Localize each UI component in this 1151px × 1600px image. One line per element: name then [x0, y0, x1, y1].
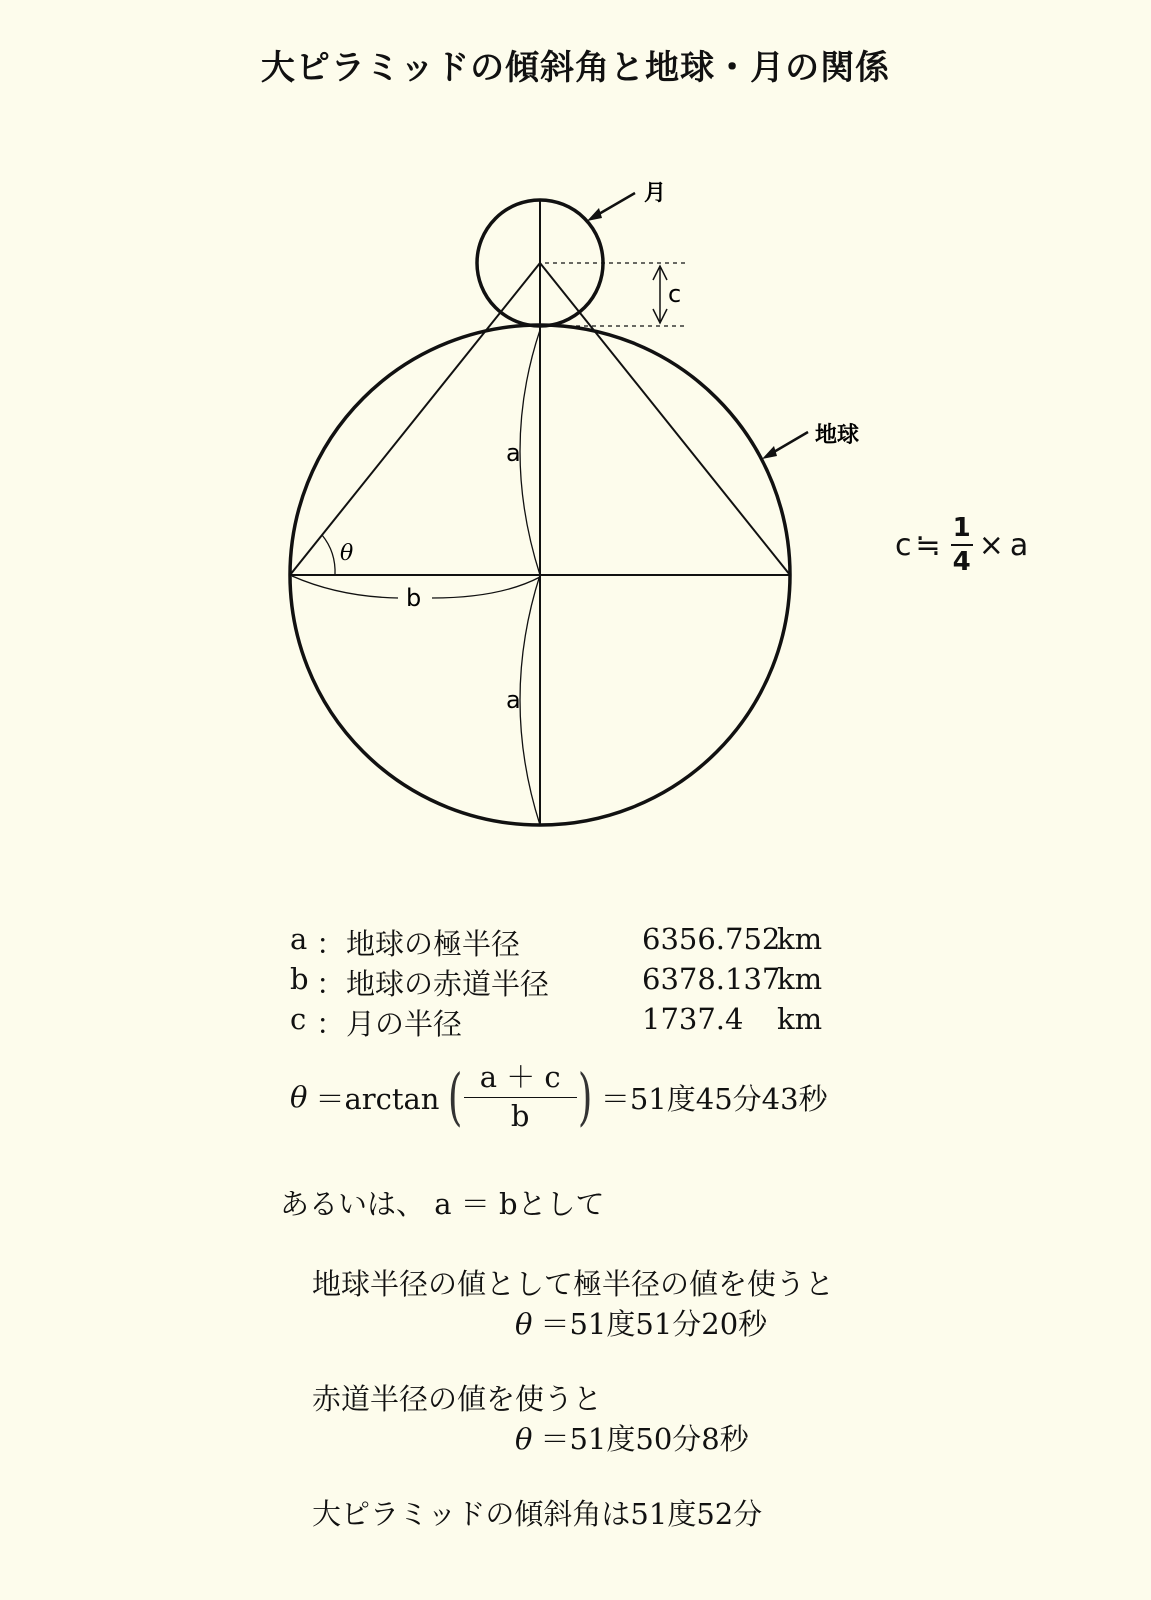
label-c: c: [668, 280, 682, 308]
b-brace-right: [432, 577, 540, 598]
eq-arctan: ＝arctan: [315, 1081, 440, 1116]
eq-denominator: b: [464, 1097, 577, 1133]
eq-theta: θ: [290, 1080, 308, 1115]
eq-result: ＝51度45分43秒: [600, 1081, 828, 1116]
def-sep: ：: [316, 1007, 346, 1041]
b-brace-left: [292, 576, 398, 598]
case2-result: [515, 1417, 749, 1458]
formula-approx: ≒: [915, 527, 941, 563]
def-desc: 月の半径: [346, 1007, 463, 1041]
definition-row: [290, 922, 850, 962]
theta-arc: [322, 535, 335, 575]
conclusion: 大ピラミッドの傾斜角は51度52分: [312, 1497, 763, 1531]
earth-label: 地球: [815, 423, 860, 448]
case2-theta: θ: [515, 1422, 533, 1456]
pyramid-right-side: [540, 263, 790, 575]
page-title: 大ピラミッドの傾斜角と地球・月の関係: [260, 48, 891, 88]
case2-value: ＝51度50分8秒: [540, 1422, 749, 1456]
def-symbol: a: [290, 922, 308, 956]
fraction-denominator: 4: [951, 544, 973, 575]
eq-numerator: a ＋ c: [479, 1060, 561, 1094]
formula-rhs: a: [1009, 527, 1029, 563]
eq-fraction: [472, 1062, 569, 1133]
fraction-numerator: 1: [952, 513, 971, 543]
case1-value: ＝51度51分20秒: [540, 1307, 768, 1341]
def-unit: km: [777, 922, 823, 956]
case2-text: 赤道半径の値を使うと: [312, 1382, 603, 1416]
label-a-upper: a: [506, 439, 521, 467]
case1-theta: θ: [515, 1307, 533, 1341]
label-theta: θ: [340, 541, 354, 566]
main-equation: [290, 1062, 828, 1133]
moon-label: 月: [644, 181, 667, 206]
pyramid-left-side: [290, 263, 540, 575]
def-sep: ：: [316, 927, 346, 961]
label-a-lower: a: [506, 686, 521, 714]
def-desc: 地球の赤道半径: [346, 967, 550, 1001]
label-b: b: [406, 584, 422, 612]
c-approx-formula: [895, 515, 1028, 575]
def-value: 6378.137: [642, 962, 781, 996]
def-symbol: c: [290, 1002, 307, 1036]
a-upper-brace: [520, 330, 540, 575]
definition-row: [290, 962, 850, 1002]
def-value: 6356.752: [642, 922, 781, 956]
def-value: 1737.4: [642, 1002, 744, 1036]
definitions-list: [290, 922, 850, 1042]
case1-text: 地球半径の値として極半径の値を使うと: [312, 1267, 835, 1301]
a-lower-brace: [520, 575, 540, 825]
def-unit: km: [777, 1002, 823, 1036]
case1-result: [515, 1302, 767, 1343]
earth-pointer-head: [762, 446, 777, 459]
moon-pointer-head: [587, 208, 602, 221]
def-desc: 地球の極半径: [346, 927, 521, 961]
formula-fraction: [951, 515, 973, 575]
def-sep: ：: [316, 967, 346, 1001]
alt-intro: あるいは、 a ＝ bとして: [280, 1187, 605, 1221]
right-paren: ): [577, 1060, 593, 1134]
def-symbol: b: [290, 962, 309, 996]
definition-row: [290, 1002, 850, 1042]
formula-times: ×: [978, 527, 1004, 563]
left-paren: (: [448, 1060, 463, 1134]
def-unit: km: [777, 962, 823, 996]
formula-lhs: c: [895, 527, 912, 563]
